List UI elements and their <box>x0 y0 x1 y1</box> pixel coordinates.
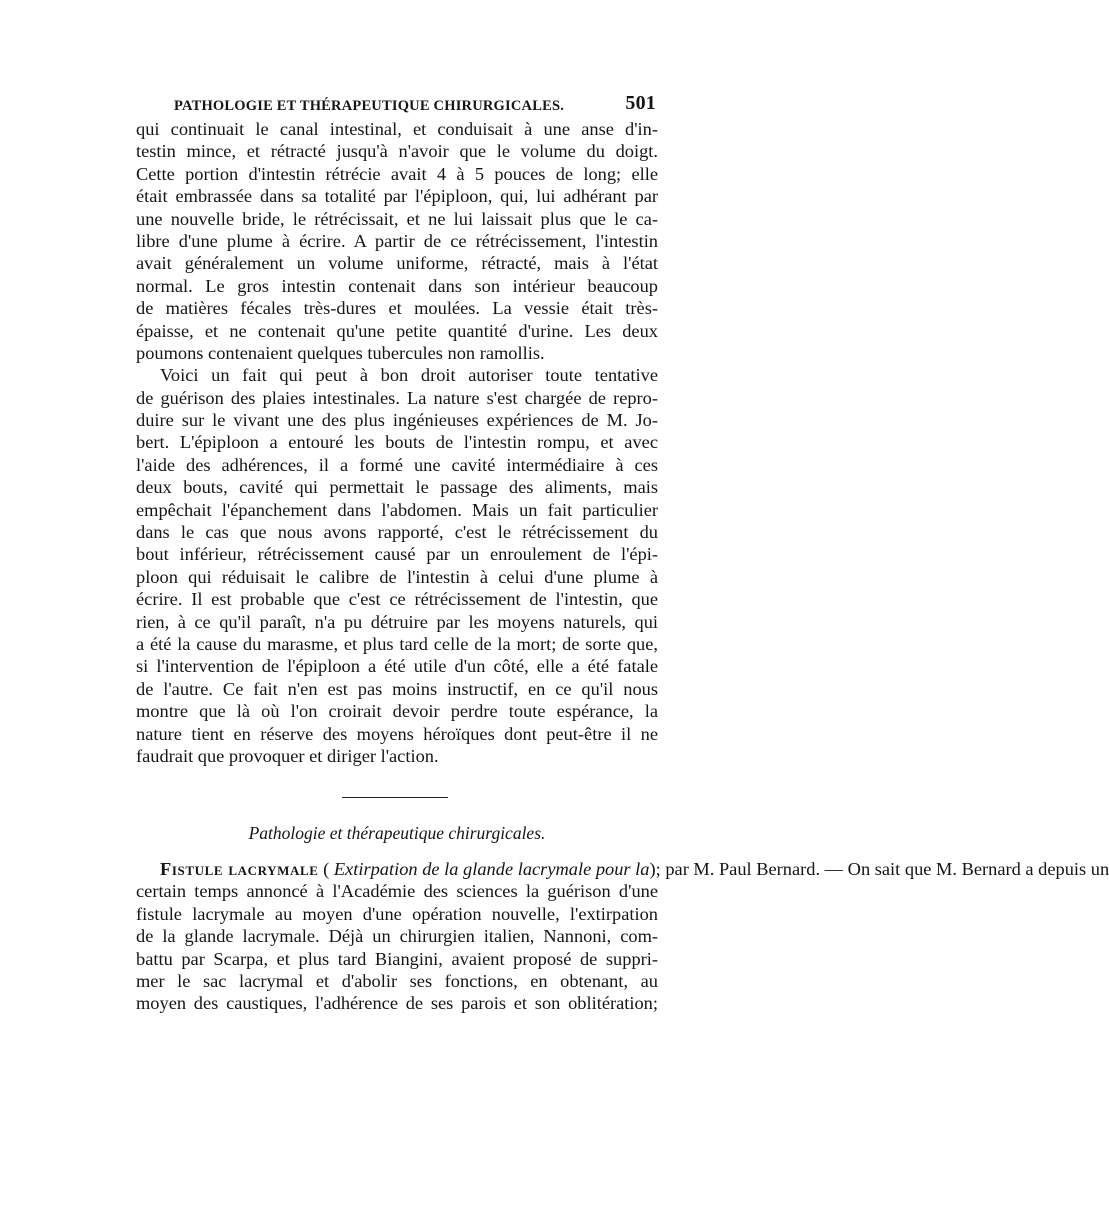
text-line: poumons contenaient quelques tubercules non ramollis. <box>136 342 545 363</box>
section-divider <box>342 797 448 798</box>
text-line: de matières fécales très-dures et moulées. La vessie était très- <box>136 298 658 319</box>
section-title: Pathologie et thérapeutique chirurgicales. <box>248 823 546 843</box>
text-line: certain temps annoncé à l'Académie des sciences la guérison d'une <box>136 881 658 902</box>
paragraph-start-line: Voici un fait qui peut à bon droit autoriser toute tentative <box>160 365 658 386</box>
text-line: rien, à ce qu'il paraît, n'a pu détruire par les moyens naturels, qui <box>136 611 658 632</box>
text-line: était embrassée dans sa totalité par l'épiploon, qui, lui adhérant par <box>136 186 658 207</box>
text-line: a été la cause du marasme, et plus tard celle de la mort; de sorte que, <box>136 633 658 654</box>
text-line: qui continuait le canal intestinal, et conduisait à une anse d'in- <box>136 119 658 139</box>
running-head-title: PATHOLOGIE ET THÉRAPEUTIQUE CHIRURGICALES. <box>174 98 565 114</box>
text-line: Cette portion d'intestin rétrécie avait 4 à 5 pouces de long; elle <box>136 163 658 184</box>
text-line: si l'intervention de l'épiploon a été utile d'un côté, elle a été fatale <box>136 656 658 677</box>
text-line: testin mince, et rétracté jusqu'à n'avoir que le volume du doigt. <box>136 141 658 162</box>
text-line: de la glande lacrymale. Déjà un chirurgien italien, Nannoni, com- <box>136 926 658 947</box>
text-line: une nouvelle bride, le rétrécissait, et ne lui laissait plus que le ca- <box>136 208 658 229</box>
text-line: l'aide des adhérences, il a formé une cavité intermédiaire à ces <box>136 454 658 475</box>
text-line: libre d'une plume à écrire. A partir de ce rétrécissement, l'intestin <box>136 230 658 251</box>
article-entry <box>136 858 1109 1015</box>
text-line: moyen des caustiques, l'adhérence de ses parois et son oblitération; <box>136 993 658 1014</box>
text-line: mer le sac lacrymal et d'abolir ses fonctions, en obtenant, au <box>136 970 658 991</box>
text-line: empêchait l'épanchement dans l'abdomen. Mais un fait particulier <box>136 499 658 520</box>
text-line: de guérison des plaies intestinales. La nature s'est chargée de repro- <box>136 387 658 408</box>
text-line: faudrait que provoquer et diriger l'action. <box>136 745 439 766</box>
entry-subtitle: Extirpation de la glande lacrymale pour la <box>333 859 650 879</box>
text-line: battu par Scarpa, et plus tard Biangini, avaient proposé de suppri- <box>136 948 658 969</box>
entry-first-line <box>136 858 1109 880</box>
text-line: montre que là où l'on croirait devoir perdre toute espérance, la <box>136 701 658 722</box>
text-line: épaisse, et ne contenait qu'une petite quantité d'urine. Les deux <box>136 320 658 341</box>
text-line: de l'autre. Ce fait n'en est pas moins instructif, en ce qu'il nous <box>136 678 658 699</box>
text-line: fistule lacrymale au moyen d'une opération nouvelle, l'extirpation <box>136 903 658 924</box>
text-line: écrire. Il est probable que c'est ce rétrécissement de l'intestin, que <box>136 589 658 610</box>
text-line: ploon qui réduisait le calibre de l'intestin à celui d'une plume à <box>136 566 658 587</box>
text-line: dans le cas que nous avons rapporté, c'est le rétrécissement du <box>136 522 658 543</box>
text-line: bout inférieur, rétrécissement causé par un enroulement de l'épi- <box>136 544 658 565</box>
text-line: normal. Le gros intestin contenait dans son intérieur beaucoup <box>136 275 658 296</box>
entry-heading: Fistule lacrymale <box>160 859 319 879</box>
text-line: avait généralement un volume uniforme, rétracté, mais à l'état <box>136 253 658 274</box>
text-line: duire sur le vivant une des plus ingénieuses expériences de M. Jo- <box>136 410 658 431</box>
running-head <box>136 92 656 118</box>
text-line: deux bouts, cavité qui permettait le passage des aliments, mais <box>136 477 658 498</box>
open-paren: ( <box>318 859 334 879</box>
body-text <box>136 118 658 767</box>
text-line: nature tient en réserve des moyens héroïques dont peut-être il ne <box>136 723 658 744</box>
entry-first-line-rest: ); par M. Paul Bernard. — On sait que M. Bernard a depuis un <box>649 859 1109 879</box>
page-number: 501 <box>625 92 656 114</box>
text-line: bert. L'épiploon a entouré les bouts de l'intestin rompu, et avec <box>136 432 658 453</box>
